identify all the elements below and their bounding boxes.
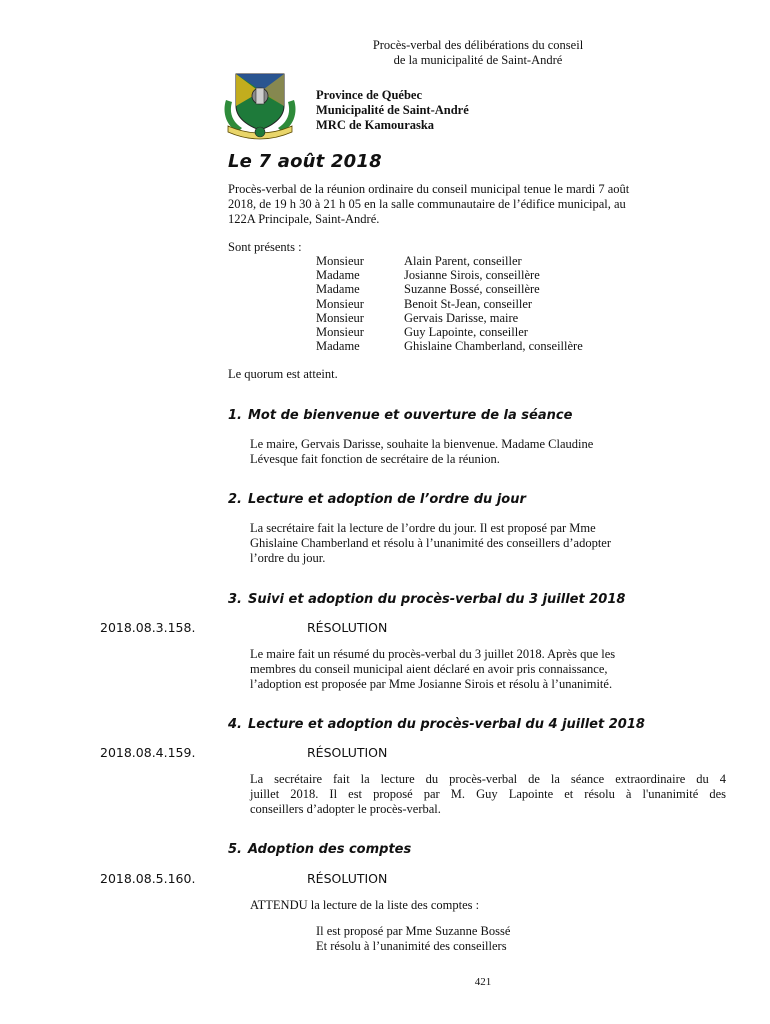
attendee-row	[316, 297, 583, 311]
resolution-number: 2018.08.4.159.	[100, 745, 196, 760]
attendee-name: Ghislaine Chamberland, conseillère	[404, 339, 583, 354]
intro-line-2: 2018, de 19 h 30 à 21 h 05 en la salle communautaire de l’édifice municipal, au	[228, 197, 626, 211]
resolution-label: RÉSOLUTION	[307, 871, 388, 886]
section-heading-5	[228, 842, 411, 857]
section-body-4	[250, 772, 726, 817]
attendee-name: Guy Lapointe, conseiller	[404, 325, 528, 340]
mrc-line: MRC de Kamouraska	[316, 118, 435, 132]
meeting-date: Le 7 août 2018	[228, 151, 382, 172]
section-title: Suivi et adoption du procès-verbal du 3 juillet 2018	[248, 592, 626, 607]
body-line: Lévesque fait fonction de secrétaire de la réunion.	[250, 452, 500, 466]
section-body-3	[250, 647, 725, 692]
body-line: Ghislaine Chamberland et résolu à l’unanimité des conseillers d’adopter	[250, 536, 611, 550]
resolution-number: 2018.08.3.158.	[100, 620, 196, 635]
page-number: 421	[474, 976, 492, 988]
section-body-2	[250, 521, 710, 566]
section-number: 1.	[228, 408, 242, 423]
section-number: 5.	[228, 842, 242, 857]
attendee-title: Madame	[316, 282, 360, 297]
document-header	[0, 38, 770, 68]
body-line: ATTENDU la lecture de la liste des comptes :	[250, 898, 480, 912]
attendee-title: Monsieur	[316, 325, 364, 340]
section-number: 3.	[228, 592, 242, 607]
attendee-name: Gervais Darisse, maire	[404, 310, 519, 325]
attendee-row	[316, 311, 583, 325]
body-line: La secrétaire fait la lecture du procès-verbal de la séance extraordinaire du 4	[250, 772, 726, 786]
attendee-list	[316, 254, 583, 353]
section-number: 2.	[228, 492, 242, 507]
header-line-2: de la municipalité de Saint-André	[393, 53, 563, 67]
section-heading-2	[228, 492, 526, 507]
quorum-text: Le quorum est atteint.	[228, 367, 338, 381]
section-title: Lecture et adoption de l’ordre du jour	[248, 492, 526, 507]
section-body-5	[250, 898, 710, 913]
body-line: La secrétaire fait la lecture de l’ordre du jour. Il est proposé par Mme	[250, 521, 596, 535]
attendee-title: Madame	[316, 339, 360, 354]
attendee-title: Monsieur	[316, 310, 364, 325]
attendee-row	[316, 282, 583, 296]
section-title: Mot de bienvenue et ouverture de la séance	[248, 408, 573, 423]
intro-line-3: 122A Principale, Saint-André.	[228, 212, 380, 226]
attendee-title: Monsieur	[316, 296, 364, 311]
province-block	[316, 88, 469, 133]
intro-paragraph	[228, 182, 708, 227]
resolution-label: RÉSOLUTION	[307, 745, 388, 760]
body-line: membres du conseil municipal aient déclaré en avoir pris connaissance,	[250, 662, 608, 676]
attendee-name: Suzanne Bossé, conseillère	[404, 282, 540, 297]
attendee-name: Benoit St-Jean, conseiller	[404, 296, 533, 311]
section-heading-1	[228, 408, 572, 423]
attendee-title: Monsieur	[316, 254, 364, 268]
present-label: Sont présents :	[228, 240, 302, 254]
attendee-row	[316, 339, 583, 353]
body-line: Et résolu à l’unanimité des conseillers	[316, 939, 507, 953]
section-body-5-motion	[316, 924, 716, 954]
header-line-1: Procès-verbal des délibérations du conseil	[372, 38, 584, 52]
resolution-number: 2018.08.5.160.	[100, 871, 196, 886]
section-body-1	[250, 437, 710, 467]
municipal-coat-of-arms-icon	[222, 70, 298, 140]
attendee-row	[316, 254, 583, 268]
section-title: Adoption des comptes	[248, 842, 412, 857]
section-heading-3	[228, 592, 625, 607]
body-line: Le maire fait un résumé du procès-verbal du 3 juillet 2018. Après que les	[250, 647, 616, 661]
attendee-row	[316, 325, 583, 339]
section-heading-4	[228, 717, 645, 732]
body-line: l’ordre du jour.	[250, 551, 326, 565]
intro-line-1: Procès-verbal de la réunion ordinaire du conseil municipal tenue le mardi 7 août	[228, 182, 630, 196]
body-line: Le maire, Gervais Darisse, souhaite la bienvenue. Madame Claudine	[250, 437, 594, 451]
body-line: juillet 2018. Il est proposé par M. Guy Lapointe et résolu à l'unanimité des	[250, 787, 726, 801]
body-line: Il est proposé par Mme Suzanne Bossé	[316, 924, 511, 938]
section-number: 4.	[228, 717, 242, 732]
attendee-row	[316, 268, 583, 282]
attendee-title: Madame	[316, 268, 360, 283]
attendee-name: Josianne Sirois, conseillère	[404, 268, 540, 283]
province-line: Province de Québec	[316, 88, 422, 102]
section-title: Lecture et adoption du procès-verbal du 4 juillet 2018	[248, 717, 645, 732]
body-line: conseillers d’adopter le procès-verbal.	[250, 802, 441, 816]
attendee-name: Alain Parent, conseiller	[404, 254, 522, 268]
resolution-label: RÉSOLUTION	[307, 620, 388, 635]
body-line: l’adoption est proposée par Mme Josianne Sirois et résolu à l’unanimité.	[250, 677, 613, 691]
municipality-line: Municipalité de Saint-André	[316, 103, 469, 117]
